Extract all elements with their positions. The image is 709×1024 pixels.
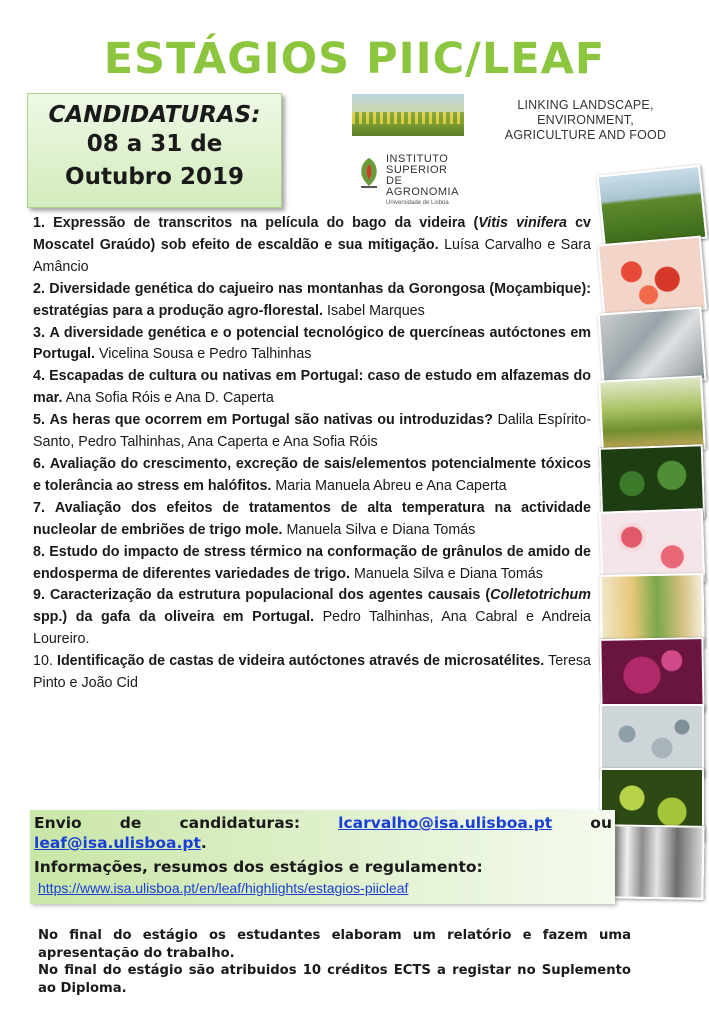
photo-wine-tanks (599, 824, 704, 900)
topic-title: Escapadas de cultura ou nativas em Portugal: caso de estudo em alfazemas do mar. (33, 368, 591, 407)
envio-label: de (119, 814, 142, 832)
topic-item (33, 498, 591, 542)
topic-number: 4. (33, 368, 45, 385)
topic-number: 9. (33, 587, 45, 604)
topic-item (33, 323, 591, 367)
topic-number: 2. (33, 280, 45, 297)
leaf-banner (352, 94, 702, 142)
topic-item (33, 542, 591, 586)
photo-starch-granules (600, 704, 704, 778)
topic-title: Identificação de castas de videira autóctones através de microsatélites. (56, 653, 545, 670)
topic-title: As heras que ocorrem em Portugal são nativas ou introduzidas? (49, 412, 493, 429)
envio-label: Envio (34, 814, 82, 832)
topic-number: 6. (33, 455, 45, 472)
envio-label: ou (590, 814, 612, 832)
candidaturas-box (27, 93, 282, 208)
topic-title: Caracterização da estrutura populacional dos agentes causais ( (49, 587, 491, 604)
isa-line2: SUPERIOR DE (386, 164, 448, 187)
footer-notes (38, 927, 631, 997)
topic-title: spp.) da gafa da oliveira em Portugal. (33, 609, 315, 626)
topic-number: 5. (33, 412, 45, 429)
topic-number: 3. (33, 324, 45, 341)
topic-item (33, 279, 591, 323)
topic-authors: Dalila Espírito-Santo, Pedro Talhinhas, Ana Caperta e Ana Sofia Róis (33, 412, 591, 451)
topic-title-italic: Vitis vinifera (478, 215, 567, 231)
isa-line3: AGRONOMIA (386, 186, 459, 198)
topic-authors: Luísa Carvalho e Sara Amâncio (33, 236, 591, 275)
footer-note-ects: No final do estágio são atribuidos 10 créditos ECTS a registar no Suplemento ao Diploma. (38, 963, 631, 996)
photo-forest (598, 375, 706, 454)
topic-title: Avaliação do crescimento, excreção de sais/elementos potencialmente tóxicos e tolerância ao stress em halófitos. (33, 455, 591, 494)
banner-line1: LINKING LANDSCAPE, ENVIRONMENT, (517, 98, 654, 127)
topic-item (33, 213, 591, 279)
topic-item (33, 651, 591, 695)
isa-text (386, 154, 466, 209)
photo-strip (600, 170, 704, 890)
banner-field-photo (352, 94, 464, 136)
topic-title: Avaliação dos efeitos de tratamentos de alta temperatura na actividade nucleolar de embriões de trigo mole. (33, 499, 591, 538)
topic-authors: Vicelina Sousa e Pedro Talhinhas (98, 346, 312, 363)
candidaturas-dates-line1: 08 a 31 de (86, 131, 223, 157)
envio-line (34, 814, 612, 832)
topic-title: Estudo do impacto de stress térmico na conformação de grânulos de amido de endosperma de diferentes variedades de trigo. (33, 543, 591, 582)
topic-authors: Ana Sofia Róis e Ana D. Caperta (65, 390, 274, 407)
topic-number: 10. (33, 653, 53, 670)
photo-purple-cells (599, 637, 704, 713)
isa-emblem-icon (356, 156, 382, 190)
topics-list (33, 213, 591, 695)
application-info-box (30, 810, 615, 904)
topic-item (33, 454, 591, 498)
envio-line2 (34, 834, 207, 852)
envio-label: candidaturas: (179, 814, 301, 832)
topic-number: 8. (33, 543, 45, 560)
email-link-leaf[interactable]: leaf@isa.ulisboa.pt (34, 834, 201, 852)
candidaturas-heading: CANDIDATURAS: (48, 102, 261, 128)
topic-title: cv Moscatel Graúdo) sob efeito de escaldão e sua mitigação. (33, 215, 591, 253)
topic-item (33, 410, 591, 454)
topic-authors: Pedro Talhinhas, Ana Cabral e Andreia Loureiro. (33, 609, 591, 648)
topic-number: 1. (33, 215, 45, 231)
photo-red-berries (597, 236, 707, 319)
isa-line4: Universidade de Lisboa (386, 200, 449, 206)
period: . (200, 834, 207, 852)
url-link[interactable]: https://www.isa.ulisboa.pt/en/leaf/highlights/estagios-piicleaf (38, 880, 409, 896)
topic-title: A diversidade genética e o potencial tecnológico de quercíneas autóctones em Portugal. (33, 324, 592, 363)
topic-item (33, 366, 591, 410)
topic-title: Expressão de transcritos na película do bago da videira ( (53, 215, 479, 231)
banner-text (469, 98, 702, 143)
topic-number: 7. (33, 499, 45, 516)
isa-line1: INSTITUTO (386, 153, 449, 165)
page-title: ESTÁGIOS PIIC/LEAF (103, 34, 606, 84)
isa-logo (356, 152, 466, 206)
topic-authors: Manuela Silva e Diana Tomás (286, 521, 476, 538)
topic-authors: Manuela Silva e Diana Tomás (354, 565, 543, 582)
topic-authors: Maria Manuela Abreu e Ana Caperta (275, 477, 507, 494)
footer-note-report: No final do estágio os estudantes elaboram um relatório e fazem uma apresentação do trabalho. (38, 928, 631, 961)
email-link-lcarvalho[interactable]: lcarvalho@isa.ulisboa.pt (338, 814, 553, 832)
info-url (38, 880, 408, 896)
topic-authors: Isabel Marques (327, 302, 425, 319)
topic-title: Diversidade genética do cajueiro nas montanhas da Gorongosa (Moçambique): estratégias para a produção agro-florestal. (33, 280, 591, 319)
topic-authors: Teresa Pinto e João Cid (33, 653, 591, 692)
banner-line2: AGRICULTURE AND FOOD (504, 128, 667, 142)
candidaturas-dates-line2: Outubro 2019 (65, 164, 244, 190)
topic-title-italic: Colletotrichum (490, 587, 591, 604)
info-heading: Informações, resumos dos estágios e regulamento: (34, 858, 483, 876)
topic-item (33, 585, 591, 651)
